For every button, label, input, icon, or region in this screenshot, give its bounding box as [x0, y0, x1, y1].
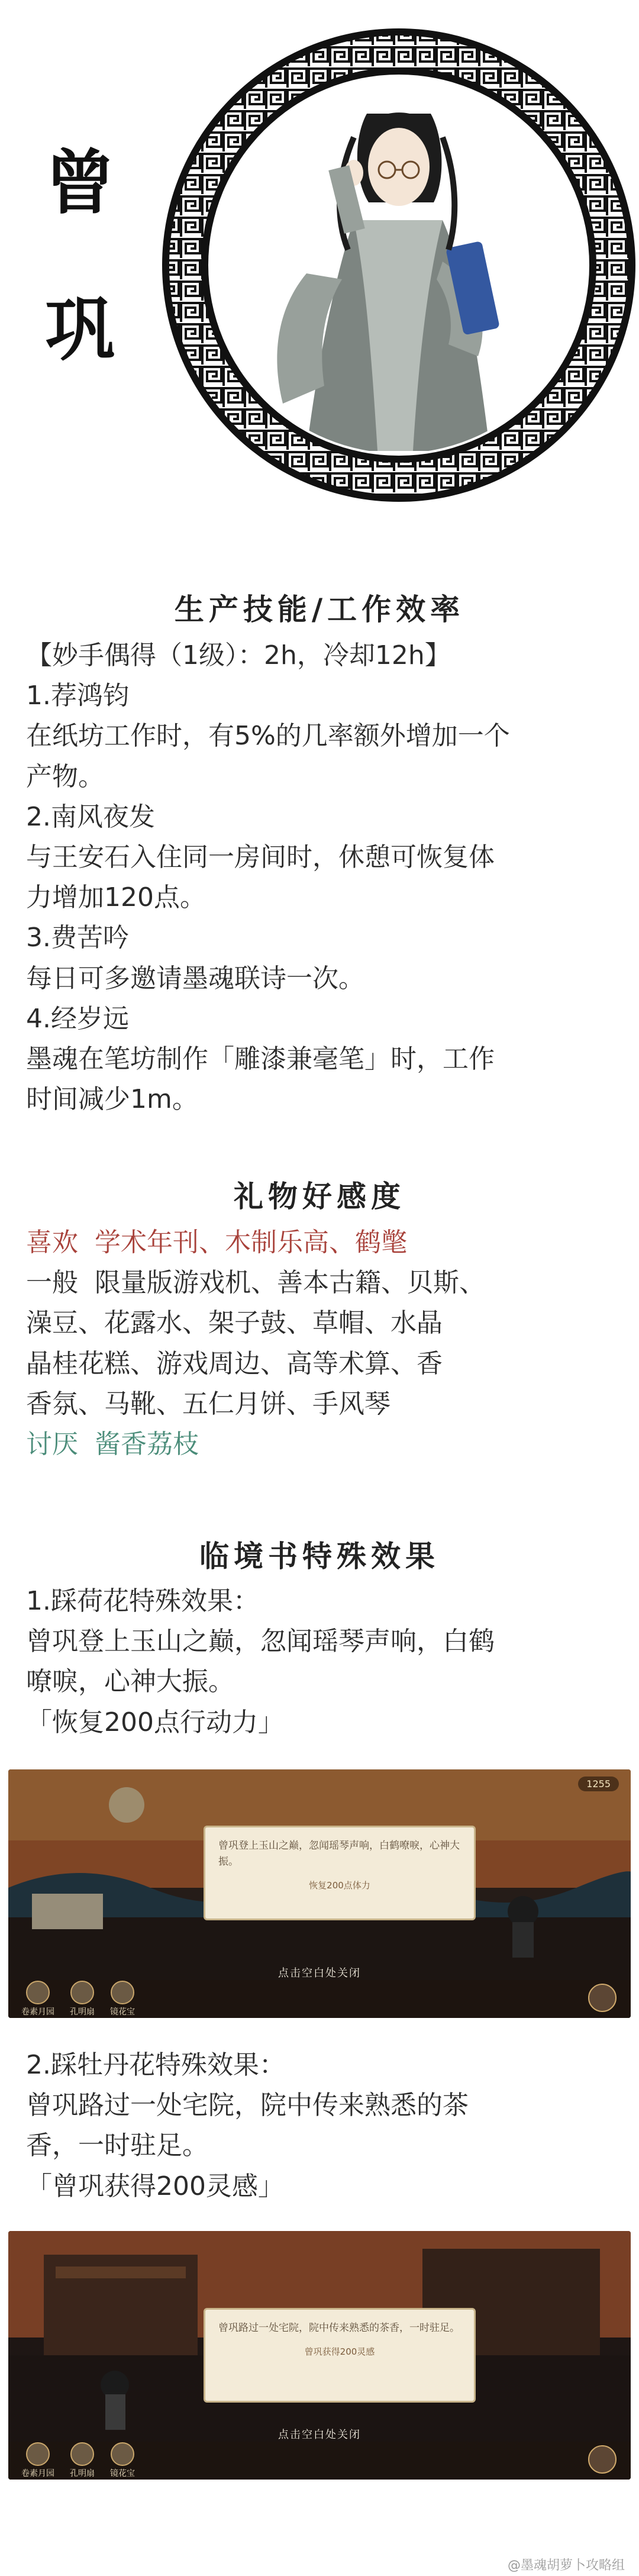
event-dialog-1-text: 曾巩登上玉山之巅，忽闻瑶琴声响，白鹤嘹唳，心神大振。: [218, 1840, 460, 1868]
character-name-vertical: [36, 141, 124, 370]
skill-3-name: 3.费苦吟: [26, 923, 129, 953]
tool-button-2[interactable]: [70, 2442, 95, 2479]
skills-text: [26, 636, 618, 1120]
event-dialog-2-reward: 曾巩获得200灵感: [304, 2346, 375, 2358]
gift-like-items: 学术年刊、木制乐高、鹤氅: [95, 1227, 407, 1258]
hero-header: [0, 0, 639, 562]
effect-2-line-2: 香，一时驻足。: [26, 2130, 208, 2161]
close-hint-1[interactable]: 点击空白处关闭: [278, 1967, 361, 1979]
tool-label: 镜花宝: [110, 2469, 135, 2478]
gift-neutral-line-2: 澡豆、花露水、架子鼓、草帽、水晶: [26, 1308, 443, 1339]
gift-dislike-row: [26, 1424, 618, 1465]
event-dialog-2: [204, 2308, 476, 2403]
skill-3-desc: 每日可多邀请墨魂联诗一次。: [26, 963, 364, 994]
skill-4-name: 4.经岁远: [26, 1003, 129, 1034]
event-dialog-1-reward: 恢复200点体力: [309, 1880, 370, 1891]
skill-1-name: 1.荐鸿钧: [26, 681, 129, 711]
skill-header: 【妙手偶得（1级）：2h，冷却12h】: [26, 640, 451, 670]
tool-icon: [70, 1981, 94, 2004]
tool-icon: [26, 1981, 50, 2004]
gifts-section-title: 礼物好感度: [234, 1179, 405, 1214]
weibo-watermark: @墨魂胡萝卜攻略组: [507, 2558, 625, 2573]
skill-2-name: 2.南风夜发: [26, 801, 155, 832]
effects-section-title: 临境书特殊效果: [199, 1539, 440, 1574]
event-dialog-2-text: 曾巩路过一处宅院，院中传来熟悉的茶香，一时驻足。: [218, 2322, 460, 2334]
effect-1-reward: 「恢复200点行动力」: [26, 1707, 284, 1737]
gift-neutral-line-1: 限量版游戏机、善本古籍、贝斯、: [95, 1268, 485, 1298]
name-char-1: 曾: [44, 141, 115, 224]
game-toolbar-1: [8, 1980, 631, 2018]
gift-neutral-row: [26, 1263, 618, 1303]
gift-dislike-label: 讨厌: [26, 1429, 78, 1459]
name-char-2: 巩: [44, 288, 115, 370]
skill-4-desc-cont: 时间减少1m。: [26, 1084, 198, 1115]
gift-like-label: 喜欢: [26, 1227, 78, 1258]
gift-neutral-label: 一般: [26, 1268, 78, 1298]
effect-2-line-1: 曾巩路过一处宅院，院中传来熟悉的茶: [26, 2090, 469, 2121]
settings-gear-icon[interactable]: [588, 2445, 617, 2474]
skill-2-desc-cont: 力增加120点。: [26, 882, 206, 913]
effect-2-heading: 2.踩牡丹花特殊效果：: [26, 2050, 285, 2080]
effect-2-reward: 「曾巩获得200灵感」: [26, 2171, 284, 2201]
game-screenshot-1: [8, 1769, 631, 2018]
skill-4-desc: 墨魂在笔坊制作「雕漆兼毫笔」时，工作: [26, 1043, 495, 1074]
close-hint-2[interactable]: 点击空白处关闭: [278, 2429, 361, 2441]
tool-label: 卷素月园: [21, 2469, 54, 2478]
skill-2-desc: 与王安石入住同一房间时，休憩可恢复体: [26, 842, 495, 872]
gift-like-row: [26, 1223, 618, 1263]
tool-icon: [111, 2442, 134, 2466]
settings-gear-icon[interactable]: [588, 1984, 617, 2012]
tool-label: 孔明扇: [70, 2007, 95, 2017]
game-screenshot-2: [8, 2231, 631, 2480]
effect-1-line-2: 嘹唳，心神大振。: [26, 1666, 234, 1697]
tool-label: 卷素月园: [21, 2007, 54, 2017]
effect-1-line-1: 曾巩登上玉山之巅，忽闻瑶琴声响，白鹤: [26, 1626, 495, 1657]
effect-1-heading: 1.踩荷花特殊效果：: [26, 1586, 259, 1616]
skill-1-desc-cont: 产物。: [26, 761, 104, 792]
character-portrait-medallion: [159, 25, 639, 505]
gift-neutral-line-4: 香氛、马靴、五仁月饼、手风琴: [26, 1388, 390, 1419]
tool-label: 孔明扇: [70, 2469, 95, 2478]
tool-button-2[interactable]: [70, 1981, 95, 2017]
tool-button-1[interactable]: [21, 2442, 54, 2479]
gifts-text: [26, 1223, 618, 1465]
tool-button-3[interactable]: [110, 1981, 135, 2017]
effect-1-text: [26, 1581, 618, 1743]
tool-icon: [26, 2442, 50, 2466]
skills-section-title: 生产技能/工作效率: [174, 592, 465, 627]
tool-label: 镜花宝: [110, 2007, 135, 2017]
tool-button-3[interactable]: [110, 2442, 135, 2479]
tool-icon: [70, 2442, 94, 2466]
gift-dislike-items: 酱香荔枝: [95, 1429, 199, 1459]
event-dialog-1: [204, 1826, 476, 1920]
gift-neutral-line-3: 晶桂花糕、游戏周边、高等术算、香: [26, 1348, 443, 1379]
tool-icon: [111, 1981, 134, 2004]
game-toolbar-2: [8, 2442, 631, 2480]
effect-2-text: [26, 2045, 618, 2207]
skill-1-desc: 在纸坊工作时，有5%的几率额外增加一个: [26, 721, 510, 752]
coin-counter: 1255: [578, 1777, 619, 1791]
tool-button-1[interactable]: [21, 1981, 54, 2017]
